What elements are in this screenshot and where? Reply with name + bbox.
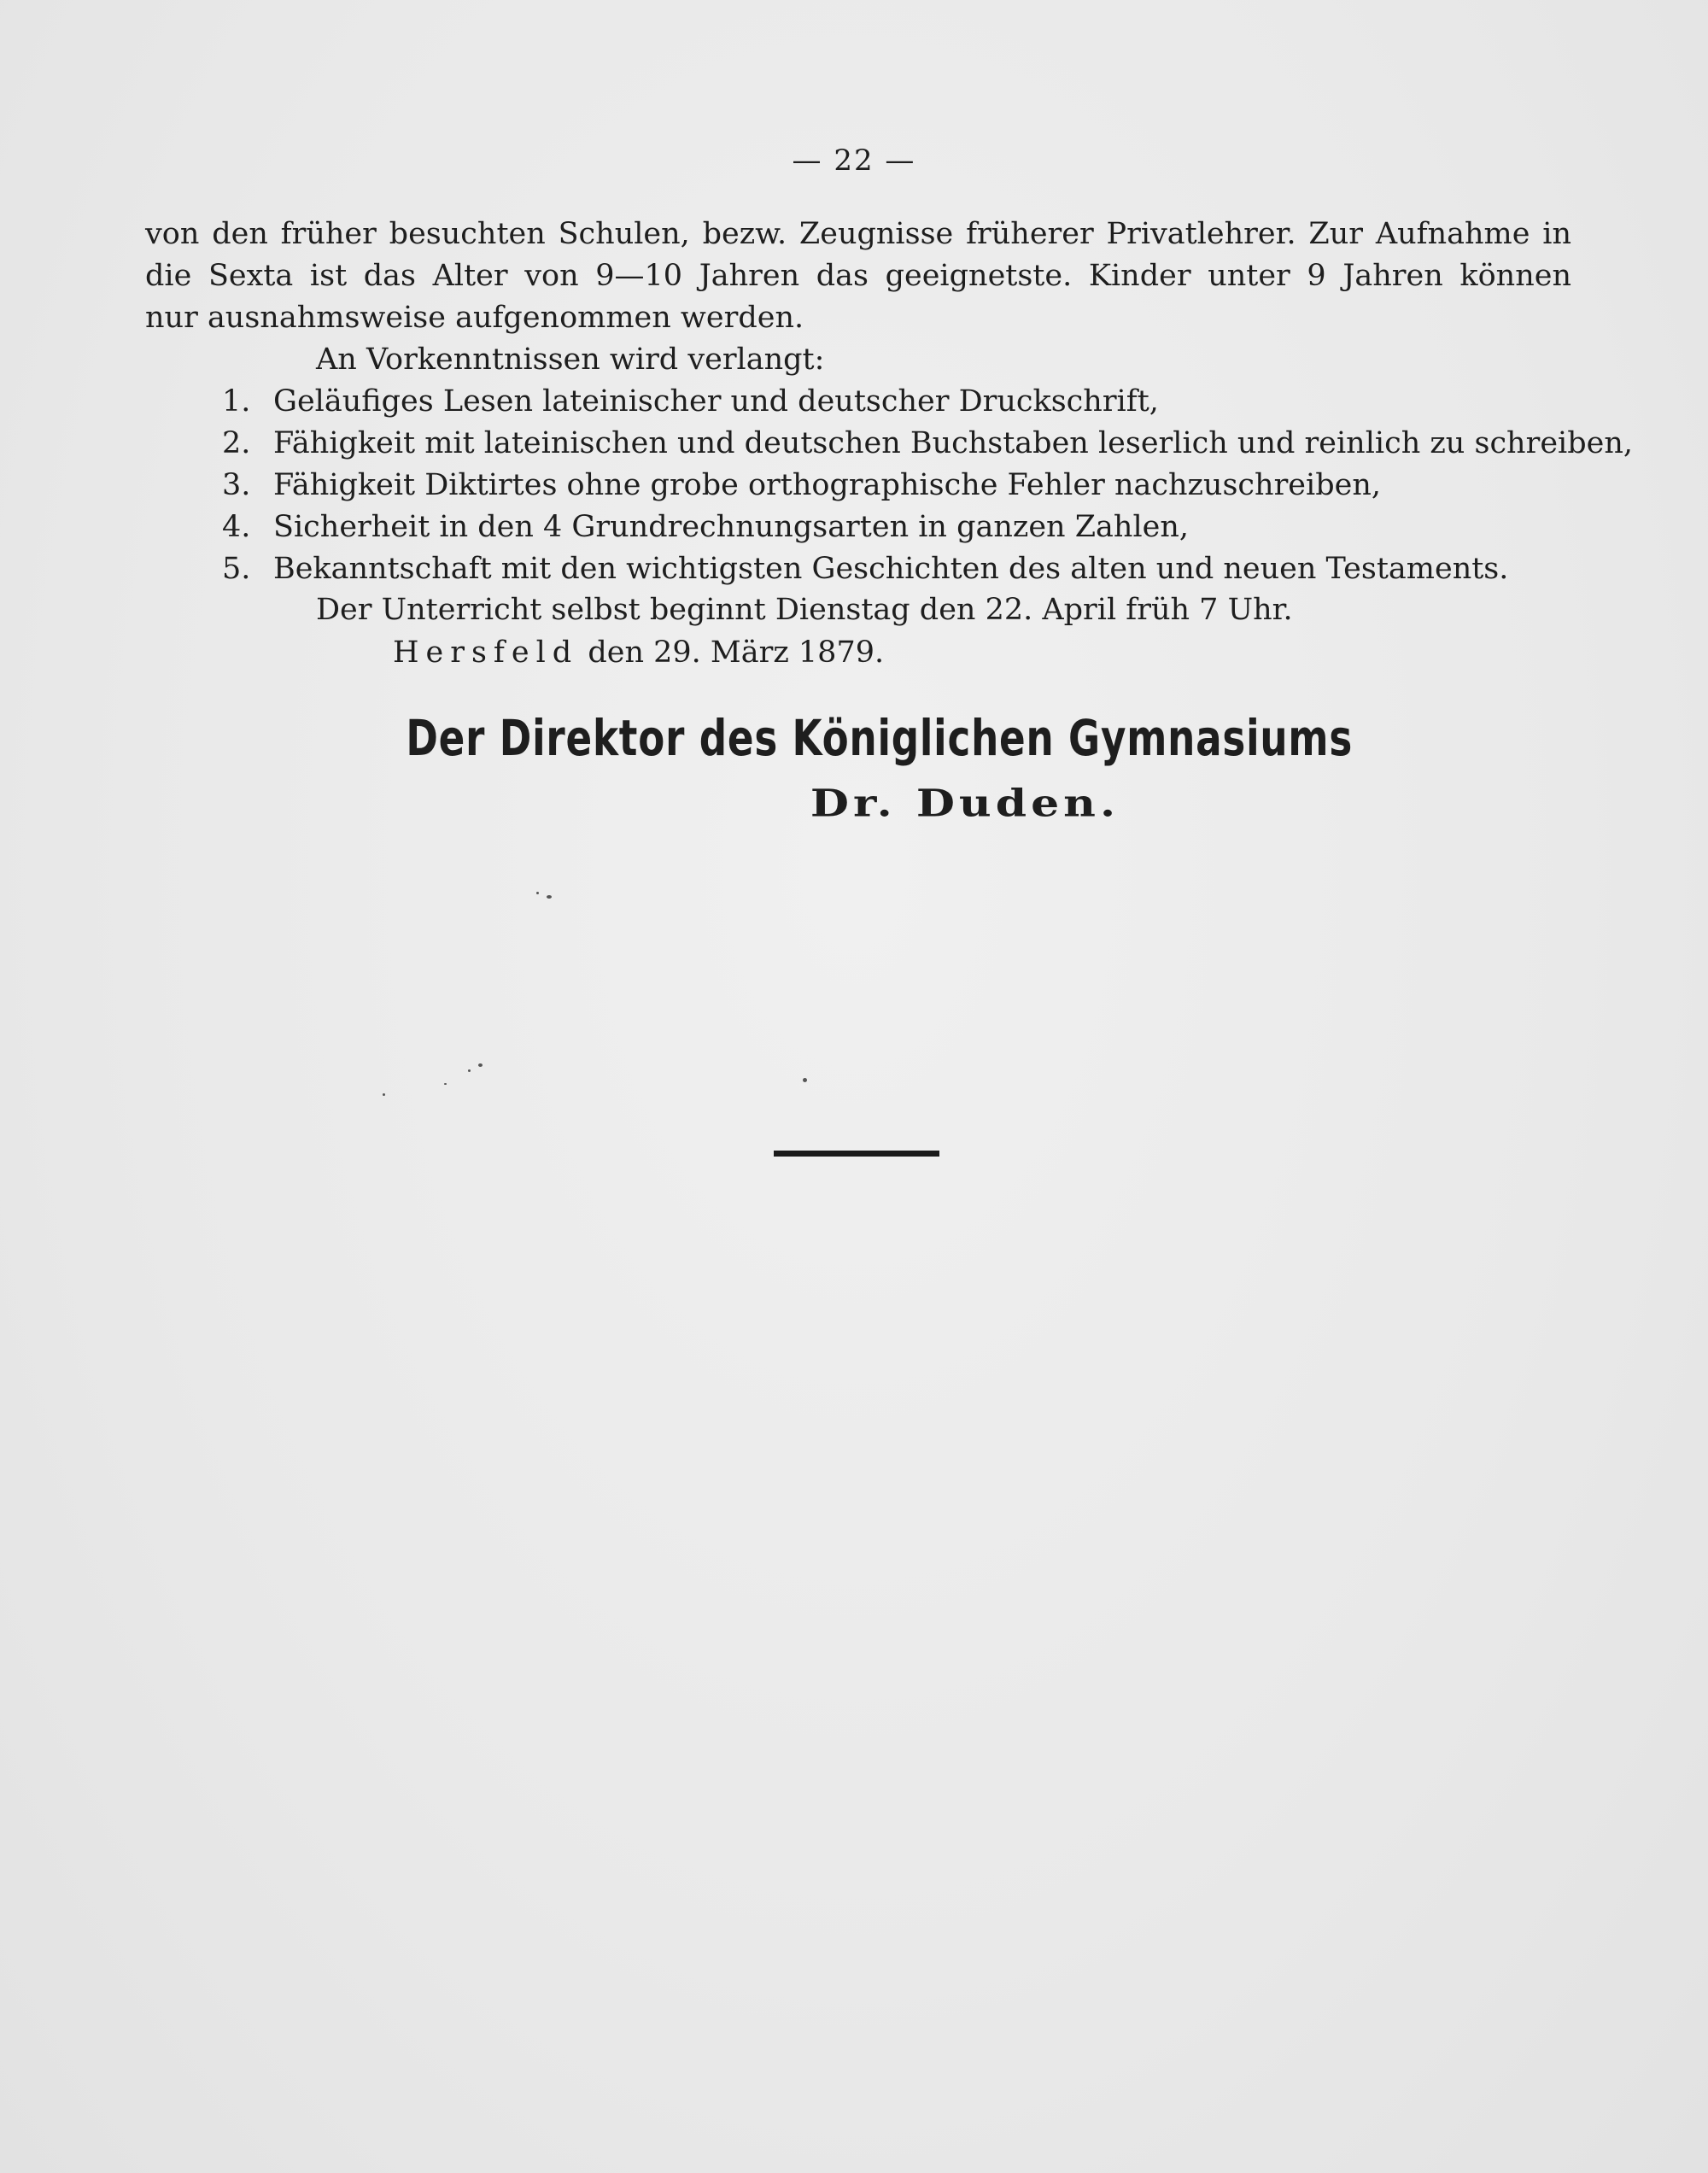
list-item-text: Sicherheit in den 4 Grundrechnungsarten in ganzen Zahlen, bbox=[273, 510, 1190, 544]
list-item-text: Geläufiges Lesen lateinischer und deutscher Druckschrift, bbox=[273, 384, 1159, 419]
list-item bbox=[222, 381, 1633, 423]
date-text: den 29. März 1879. bbox=[588, 636, 885, 670]
list-item bbox=[222, 465, 1633, 507]
signature-title: Der Direktor des Königlichen Gymnasiums bbox=[406, 709, 1354, 767]
end-rule bbox=[774, 1151, 939, 1157]
page-number: — 22 — bbox=[792, 144, 916, 178]
print-speck bbox=[803, 1078, 807, 1082]
print-speck bbox=[478, 1063, 483, 1067]
list-item-text: Fähigkeit mit lateinischen und deutschen Buchstaben leserlich und reinlich zu schreiben, bbox=[273, 426, 1634, 460]
list-item-text: Bekanntschaft mit den wichtigsten Geschichten des alten und neuen Testaments. bbox=[273, 552, 1509, 586]
print-speck bbox=[547, 895, 552, 899]
print-speck bbox=[383, 1093, 385, 1096]
list-item-number: 3. bbox=[222, 468, 251, 502]
requirements-lead: An Vorkenntnissen wird verlangt: bbox=[316, 343, 825, 377]
place-date-line bbox=[393, 632, 884, 674]
requirements-list bbox=[222, 381, 1633, 590]
list-item-text: Fähigkeit Diktirtes ohne grobe orthographische Fehler nachzuschreiben, bbox=[273, 468, 1381, 502]
print-speck bbox=[536, 892, 539, 894]
list-item-number: 1. bbox=[222, 384, 251, 419]
list-item bbox=[222, 507, 1633, 548]
signature-name: Dr. Duden. bbox=[810, 781, 1120, 826]
intro-line: nur ausnahmsweise aufgenommen werden. bbox=[145, 301, 804, 335]
print-speck bbox=[468, 1069, 471, 1072]
list-item-number: 5. bbox=[222, 552, 251, 586]
list-item bbox=[222, 548, 1633, 590]
list-item bbox=[222, 423, 1633, 465]
list-item-number: 4. bbox=[222, 510, 251, 544]
place-name: Hersfeld bbox=[393, 636, 579, 670]
list-item-number: 2. bbox=[222, 426, 251, 460]
print-speck bbox=[444, 1083, 447, 1085]
start-note: Der Unterricht selbst beginnt Dienstag den 22. April früh 7 Uhr. bbox=[316, 593, 1293, 627]
intro-line: von den früher besuchten Schulen, bezw. Zeugnisse früherer Privatlehrer. Zur Aufnahme in bbox=[145, 217, 1571, 251]
intro-paragraph bbox=[145, 214, 1571, 339]
intro-line: die Sexta ist das Alter von 9—10 Jahren das geeignetste. Kinder unter 9 Jahren können bbox=[145, 259, 1571, 293]
